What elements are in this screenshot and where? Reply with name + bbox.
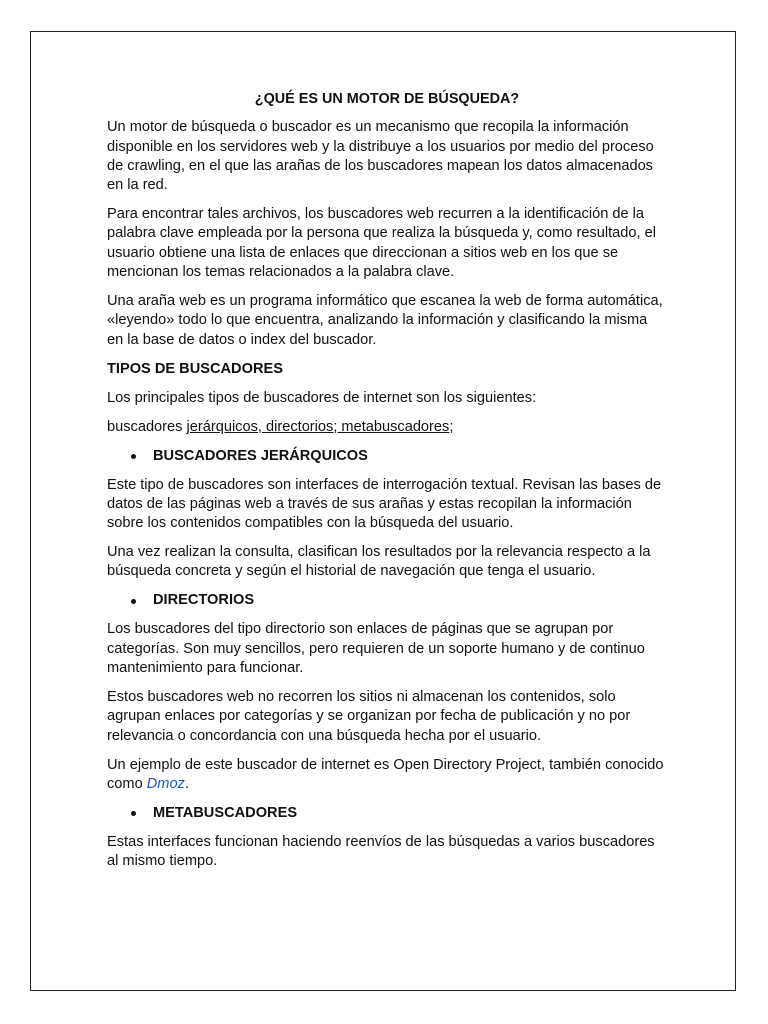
directories-example-text: Un ejemplo de este buscador de internet es Open Directory Project, también conocido como	[107, 756, 664, 792]
directories-heading	[107, 591, 667, 610]
directories-example	[107, 756, 667, 795]
bullet-icon	[131, 454, 136, 459]
hierarchical-heading	[107, 447, 667, 466]
types-list-links: jerárquicos, directorios; metabuscadores	[186, 418, 450, 435]
intro-paragraph-2: Para encontrar tales archivos, los buscadores web recurren a la identificación de la palabra clave empleada por la persona que realiza la búsqueda y, como resultado, el usuario obtiene una lista de enlaces que direccionan a sitios web en los que se mencionan los temas relacionados a la palabra clave.	[107, 206, 656, 281]
hierarchical-paragraph-2: Una vez realizan la consulta, clasifican los resultados por la relevancia respecto a la búsqueda concreta y según el historial de navegación que tenga el usuario.	[107, 544, 651, 580]
metasearch-heading-text: METABUSCADORES	[153, 804, 298, 821]
directories-heading-text: DIRECTORIOS	[153, 592, 255, 609]
metasearch-paragraph-1: Estas interfaces funcionan haciendo reenvíos de las búsquedas a varios buscadores al mismo tiempo.	[107, 833, 655, 870]
directories-example-suffix: .	[184, 775, 189, 792]
metasearch-heading	[107, 804, 667, 823]
types-list-prefix: buscadores	[107, 418, 187, 435]
document-title: ¿QUÉ ES UN MOTOR DE BÚSQUEDA?	[254, 91, 520, 107]
dmoz-link[interactable]: Dmoz	[146, 775, 185, 792]
document-body	[107, 90, 667, 881]
directories-paragraph-2: Estos buscadores web no recorren los sitios ni almacenan los contenidos, solo agrupan enlaces por categorías y se organizan por fecha de publicación y no por relevancia o concordancia con una búsqueda hecha por el usuario.	[107, 688, 631, 744]
hierarchical-heading-text: BUSCADORES JERÁRQUICOS	[153, 447, 368, 464]
bullet-icon	[131, 811, 136, 816]
bullet-icon	[131, 599, 136, 604]
types-list	[107, 418, 667, 437]
directories-paragraph-1: Los buscadores del tipo directorio son enlaces de páginas que se agrupan por categorías. Son muy sencillos, pero requieren de un soporte humano y de continuo mantenimiento para funcionar.	[107, 621, 645, 676]
document-page	[30, 31, 736, 991]
intro-paragraph-1: Un motor de búsqueda o buscador es un mecanismo que recopila la información disponible en los servidores web y la distribuye a los usuarios por medio del proceso de crawling, en el que las arañas de los buscadores mapean los datos almacenados en la red.	[107, 119, 654, 194]
hierarchical-paragraph-1: Este tipo de buscadores son interfaces de interrogación textual. Revisan las bases de datos de las páginas web a través de sus arañas y estas recopilan la información sobre los contenidos compatibles con la búsqueda del usuario.	[107, 476, 662, 532]
intro-paragraph-3: Una araña web es un programa informático que escanea la web de forma automática, «leyendo» todo lo que encuentra, analizando la información y clasificando la misma en la base de datos o index del buscador.	[107, 293, 663, 348]
types-heading: TIPOS DE BUSCADORES	[107, 360, 283, 377]
types-list-suffix: ;	[449, 418, 454, 435]
types-intro: Los principales tipos de buscadores de internet son los siguientes:	[107, 389, 537, 406]
